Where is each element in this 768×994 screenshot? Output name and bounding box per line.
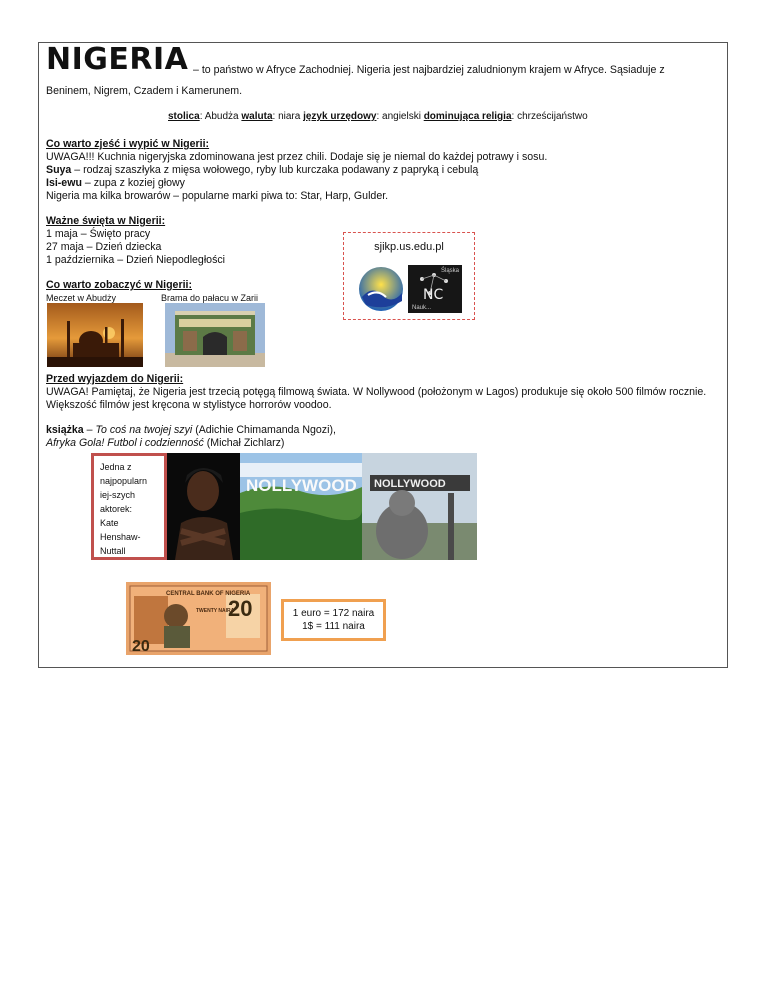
- language-label: język urzędowy: [303, 111, 377, 122]
- food-heading: Co warto zjeść i wypić w Nigerii:: [46, 138, 210, 150]
- sidebox: [343, 232, 475, 320]
- food-item-isiewu: [46, 177, 185, 190]
- sights-caption-mosque: Meczet w Abudży: [46, 293, 117, 303]
- actress-photo: [167, 453, 240, 560]
- currency-value: : niara: [272, 111, 304, 122]
- svg-text:NC: NC: [423, 287, 444, 303]
- actress-caption-line: Kate: [100, 518, 119, 528]
- banknote-words: TWENTY NAIRA: [196, 608, 235, 614]
- language-value: : angielski: [376, 111, 424, 122]
- food-warning: UWAGA!!! Kuchnia nigeryjska zdominowana jest przez chili. Dodaje się je niemal do każdej potrawy i sosu.: [46, 151, 548, 163]
- holidays-heading: Ważne święta w Nigerii:: [46, 215, 166, 227]
- religion-label: dominująca religia: [423, 111, 512, 122]
- holiday-item: 1 maja – Święto pracy: [46, 228, 151, 240]
- travel-heading: Przed wyjazdem do Nigerii:: [46, 373, 184, 385]
- holiday-item: 1 października – Dzień Niepodległości: [46, 254, 226, 266]
- sidebox-url[interactable]: sjikp.us.edu.pl: [374, 241, 444, 253]
- nollywood-sign-icon: [240, 453, 362, 560]
- actress-caption-line: iej-szych: [100, 490, 136, 500]
- banknote-icon: [126, 582, 271, 655]
- nollywood-arch-text: NOLLYWOOD: [374, 478, 446, 490]
- gorilla-statue-icon: [362, 453, 477, 560]
- actress-caption-box: [91, 453, 167, 560]
- travel-note: Większość filmów jest kręcona w stylistyce horrorów voodoo.: [46, 399, 332, 411]
- banknote-value-bottom: 20: [132, 638, 150, 655]
- logo-text: Śląska: [440, 268, 459, 274]
- book-author: (Michał Zichlarz): [203, 437, 285, 449]
- facts-line: [168, 110, 588, 123]
- actress-caption-line: aktorek:: [100, 504, 133, 514]
- sights-caption-gate: Brama do pałacu w Zarii: [161, 293, 259, 303]
- mosque-photo: [47, 303, 143, 367]
- actress-caption-line: najpopularn: [100, 476, 148, 486]
- food-name: Isi-ewu: [46, 177, 82, 189]
- actress-caption-line: Nuttall: [100, 546, 126, 556]
- actress-caption-line: Jedna z: [100, 462, 132, 472]
- nollywood-gorilla-photo: [362, 453, 477, 560]
- banknote-bank-text: CENTRAL BANK OF NIGERIA: [166, 591, 251, 597]
- page-title: NIGERIA: [46, 42, 189, 77]
- mosque-silhouette-icon: [47, 303, 143, 367]
- books-dash: –: [83, 424, 96, 436]
- university-logo: [356, 265, 406, 313]
- intro-text: – to państwo w Afryce Zachodniej. Nigeria jest najbardziej zaludnionym krajem w Afryce. Sąsiaduje z: [193, 64, 665, 76]
- silesia-logo: [408, 265, 462, 313]
- gate-icon: [165, 303, 265, 367]
- holiday-item: 27 maja – Dzień dziecka: [46, 241, 162, 253]
- food-desc: – rodzaj szaszłyka z mięsa wołowego, ryby lub kurczaka podawany z papryką i cebulą: [71, 164, 479, 176]
- actress-portrait-icon: [167, 453, 240, 560]
- book-line-2: [46, 437, 284, 450]
- food-beer: Nigeria ma kilka browarów – popularne marki piwa to: Star, Harp, Gulder.: [46, 190, 389, 202]
- exchange-rate-box: [281, 599, 386, 641]
- sights-heading: Co warto zobaczyć w Nigerii:: [46, 279, 192, 291]
- book-title: To coś na twojej szyi: [95, 424, 193, 436]
- logo-text: Nauk...: [412, 305, 432, 311]
- nollywood-hills-photo: [240, 453, 362, 560]
- rate-euro: 1 euro = 172 naira: [292, 608, 375, 619]
- currency-label: waluta: [241, 111, 273, 122]
- intro-text-continued: Beninem, Nigrem, Czadem i Kamerunem.: [46, 85, 243, 97]
- naira-banknote: [126, 582, 271, 655]
- food-desc: – zupa z koziej głowy: [81, 177, 185, 189]
- banknote-value-top: 20: [228, 596, 253, 621]
- travel-warning: UWAGA! Pamiętaj, że Nigeria jest trzecią potęgą filmową świata. W Nollywood (położonym w Lagos) produkuje się około 500 filmów rocznie.: [46, 386, 707, 398]
- religion-value: : chrześcijaństwo: [511, 111, 588, 122]
- rate-dollar: 1$ = 111 naira: [302, 621, 365, 632]
- capital-value: : Abudża: [199, 111, 242, 122]
- book-author: (Adichie Chimamanda Ngozi),: [192, 424, 336, 436]
- food-item-suya: [46, 164, 478, 177]
- books-label: książka: [46, 424, 84, 436]
- nollywood-sign-text: NOLLYWOOD: [246, 476, 357, 495]
- food-name: Suya: [46, 164, 72, 176]
- palace-gate-photo: [165, 303, 265, 367]
- book-title: Afryka Gola! Futbol i codzienność: [46, 437, 204, 449]
- actress-caption-line: Henshaw-: [100, 532, 141, 542]
- book-line-1: [46, 424, 336, 437]
- capital-label: stolica: [168, 111, 200, 122]
